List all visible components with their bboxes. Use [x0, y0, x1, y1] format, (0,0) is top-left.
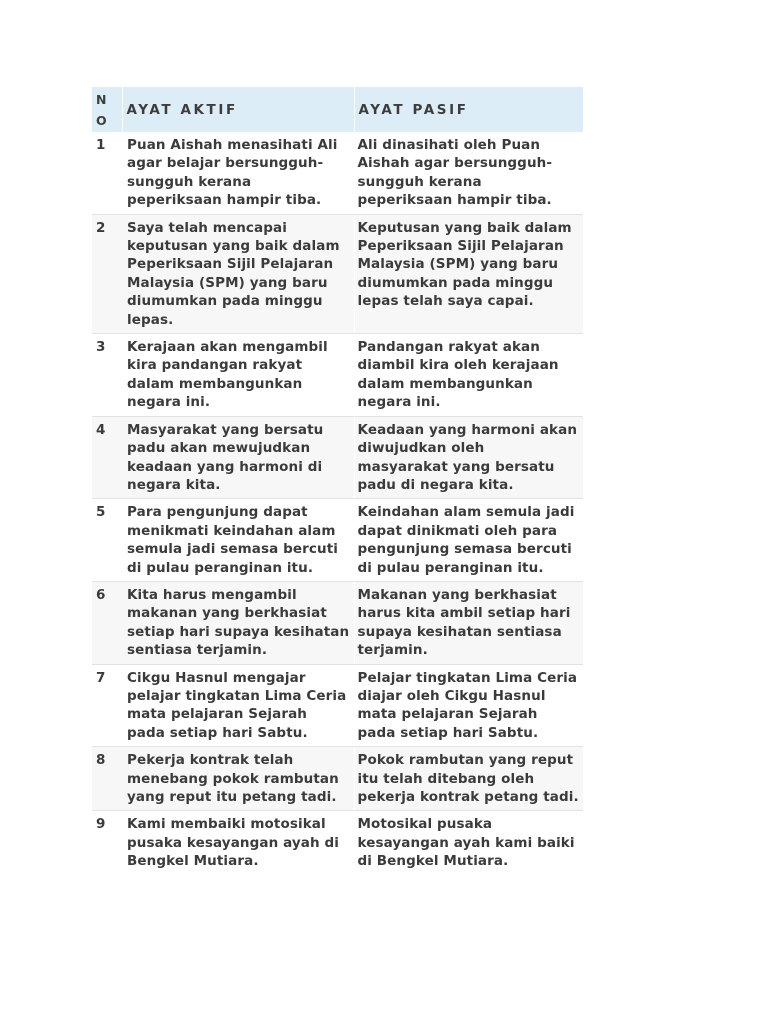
row-number: 6	[92, 581, 122, 664]
table-row	[92, 334, 583, 417]
ayat-aktif-pasif-table	[92, 87, 584, 875]
ayat-pasif-cell: Motosikal pusaka kesayangan ayah kami baiki di Bengkel Mutiara.	[354, 811, 583, 875]
ayat-pasif-cell: Ali dinasihati oleh Puan Aishah agar bersungguh-sungguh kerana peperiksaan hampir tiba.	[354, 132, 583, 214]
table-row	[92, 416, 583, 499]
ayat-pasif-cell: Pelajar tingkatan Lima Ceria diajar oleh Cikgu Hasnul mata pelajaran Sejarah pada setiap hari Sabtu.	[354, 664, 583, 747]
header-row	[92, 87, 583, 132]
table-row	[92, 214, 583, 333]
ayat-aktif-cell: Para pengunjung dapat menikmati keindahan alam semula jadi semasa bercuti di pulau peranginan itu.	[122, 499, 354, 582]
ayat-pasif-cell: Keadaan yang harmoni akan diwujudkan oleh masyarakat yang bersatu padu di negara kita.	[354, 416, 583, 499]
header-no: N O	[92, 87, 122, 132]
ayat-aktif-cell: Saya telah mencapai keputusan yang baik dalam Peperiksaan Sijil Pelajaran Malaysia (SPM) yang baru diumumkan pada minggu lepas.	[122, 214, 354, 333]
table-row	[92, 499, 583, 582]
header-ayat-aktif: AYAT AKTIF	[122, 87, 354, 132]
row-number: 3	[92, 334, 122, 417]
ayat-aktif-cell: Kita harus mengambil makanan yang berkhasiat setiap hari supaya kesihatan sentiasa terjamin.	[122, 581, 354, 664]
ayat-aktif-cell: Cikgu Hasnul mengajar pelajar tingkatan Lima Ceria mata pelajaran Sejarah pada setiap hari Sabtu.	[122, 664, 354, 747]
ayat-pasif-cell: Keindahan alam semula jadi dapat dinikmati oleh para pengunjung semasa bercuti di pulau peranginan itu.	[354, 499, 583, 582]
table-row	[92, 664, 583, 747]
table-body	[92, 132, 583, 875]
ayat-aktif-cell: Kami membaiki motosikal pusaka kesayangan ayah di Bengkel Mutiara.	[122, 811, 354, 875]
header-ayat-pasif: AYAT PASIF	[354, 87, 583, 132]
ayat-pasif-cell: Keputusan yang baik dalam Peperiksaan Sijil Pelajaran Malaysia (SPM) yang baru diumumkan pada minggu lepas telah saya capai.	[354, 214, 583, 333]
row-number: 5	[92, 499, 122, 582]
ayat-pasif-cell: Makanan yang berkhasiat harus kita ambil setiap hari supaya kesihatan sentiasa terjamin.	[354, 581, 583, 664]
table-row	[92, 747, 583, 811]
table-row	[92, 581, 583, 664]
table-header	[92, 87, 583, 132]
row-number: 4	[92, 416, 122, 499]
ayat-aktif-cell: Puan Aishah menasihati Ali agar belajar bersungguh-sungguh kerana peperiksaan hampir tiba.	[122, 132, 354, 214]
row-number: 2	[92, 214, 122, 333]
ayat-pasif-cell: Pokok rambutan yang reput itu telah ditebang oleh pekerja kontrak petang tadi.	[354, 747, 583, 811]
row-number: 9	[92, 811, 122, 875]
row-number: 7	[92, 664, 122, 747]
table-row	[92, 811, 583, 875]
ayat-pasif-cell: Pandangan rakyat akan diambil kira oleh kerajaan dalam membangunkan negara ini.	[354, 334, 583, 417]
table-row	[92, 132, 583, 214]
ayat-aktif-cell: Masyarakat yang bersatu padu akan mewujudkan keadaan yang harmoni di negara kita.	[122, 416, 354, 499]
ayat-aktif-cell: Kerajaan akan mengambil kira pandangan rakyat dalam membangunkan negara ini.	[122, 334, 354, 417]
row-number: 1	[92, 132, 122, 214]
ayat-aktif-cell: Pekerja kontrak telah menebang pokok rambutan yang reput itu petang tadi.	[122, 747, 354, 811]
row-number: 8	[92, 747, 122, 811]
